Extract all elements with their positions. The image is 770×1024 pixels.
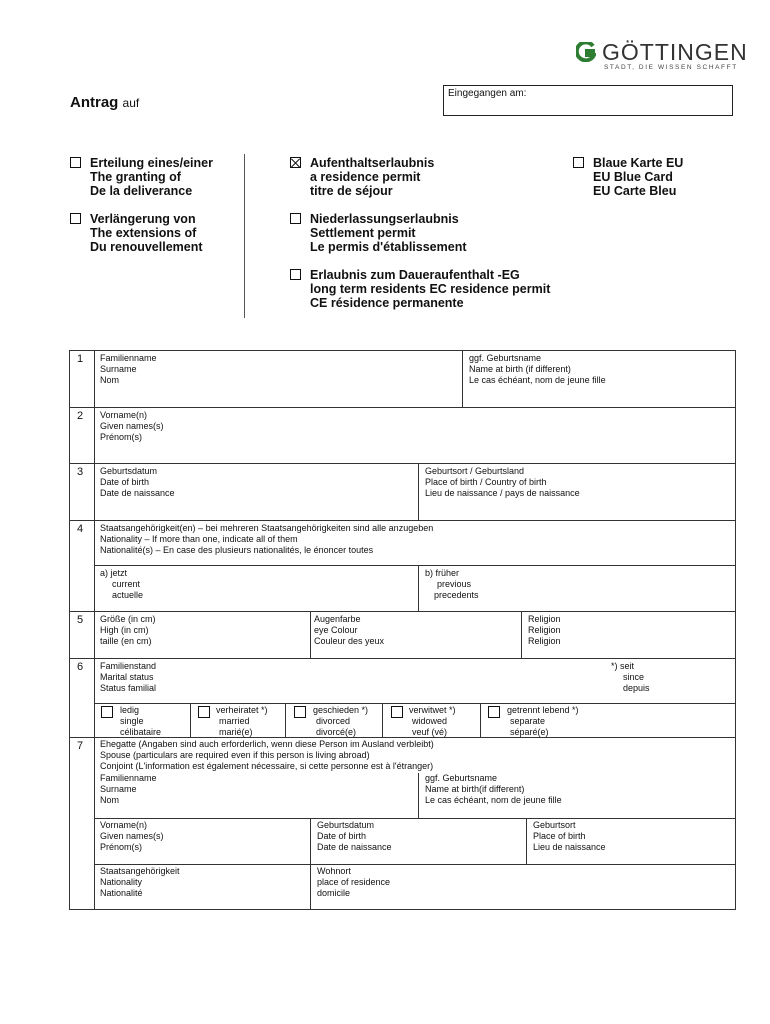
field-label: Religion — [528, 636, 561, 646]
field-label: previous — [437, 579, 472, 589]
marital-status-heading — [100, 661, 156, 694]
single-checkbox[interactable] — [101, 706, 113, 718]
field-label: Vorname(n) — [100, 820, 148, 830]
widowed-option — [409, 705, 456, 738]
field-label: Given names(s) — [100, 831, 164, 841]
field-label: Prénom(s) — [100, 842, 143, 852]
page-title — [70, 94, 139, 111]
field-label: séparé(e) — [510, 727, 549, 737]
option-line: Verlängerung von — [90, 212, 196, 226]
field-label: Nom — [100, 795, 120, 805]
option-line: Settlement permit — [310, 226, 416, 240]
field-label: divorced — [316, 716, 351, 726]
field-label: Nationality – If more than one, indicate all of them — [100, 534, 298, 544]
number-column-line — [94, 350, 95, 909]
field-label: ledig — [120, 705, 140, 715]
option-line: EU Carte Bleu — [593, 184, 677, 198]
field-label: Date de naissance — [100, 488, 175, 498]
field-label: Name at birth (if different) — [469, 364, 571, 374]
received-label: Eingegangen am: — [448, 88, 527, 99]
field-label: Couleur des yeux — [314, 636, 385, 646]
col-line — [418, 565, 419, 611]
option-residence-permit[interactable] — [290, 156, 490, 200]
place-of-birth-field[interactable] — [425, 466, 580, 499]
field-label: Marital status — [100, 672, 154, 682]
field-label: place of residence — [317, 877, 391, 887]
row-line — [70, 407, 735, 408]
row-line — [70, 463, 735, 464]
option-line: a residence permit — [310, 170, 421, 184]
spouse-residence-field[interactable] — [317, 866, 390, 899]
field-label: b) früher — [425, 568, 460, 578]
field-label: Prénom(s) — [100, 432, 143, 442]
granting-checkbox[interactable] — [70, 157, 81, 168]
option-line: Niederlassungserlaubnis — [310, 212, 459, 226]
field-label: taille (en cm) — [100, 636, 152, 646]
field-label: divorcé(e) — [316, 727, 357, 737]
spouse-dob-field[interactable] — [317, 820, 392, 853]
field-label: Größe (in cm) — [100, 614, 156, 624]
option-divider — [244, 154, 245, 318]
option-line: long term residents EC residence permit — [310, 282, 551, 296]
field-label: célibataire — [120, 727, 162, 737]
option-granting[interactable] — [70, 156, 240, 200]
field-label: Geburtsdatum — [100, 466, 158, 476]
field-label: Familienname — [100, 353, 157, 363]
option-line: titre de séjour — [310, 184, 393, 198]
col-line — [190, 703, 191, 737]
previous-nationality-field[interactable] — [425, 568, 479, 601]
row-line — [70, 611, 735, 612]
field-label: Augenfarbe — [314, 614, 361, 624]
col-line — [418, 463, 419, 520]
row-line — [70, 520, 735, 521]
col-line — [521, 611, 522, 658]
field-label: geschieden *) — [313, 705, 369, 715]
field-label: marié(e) — [219, 727, 253, 737]
field-label: Le cas échéant, nom de jeune fille — [425, 795, 562, 805]
col-line — [418, 773, 419, 818]
field-label: depuis — [623, 683, 650, 693]
field-label: Status familial — [100, 683, 157, 693]
option-line: Du renouvellement — [90, 240, 203, 254]
field-label: Geburtsort — [533, 820, 576, 830]
row-number: 4 — [77, 523, 84, 535]
nationality-heading — [100, 523, 433, 556]
field-label: Religion — [528, 614, 561, 624]
option-line: Blaue Karte EU — [593, 156, 684, 170]
row-line — [70, 658, 735, 659]
field-label: Date of birth — [317, 831, 367, 841]
field-label: *) seit — [611, 661, 635, 671]
given-names-field[interactable] — [100, 410, 164, 443]
row-number: 2 — [77, 410, 84, 422]
field-label: Familienstand — [100, 661, 157, 671]
field-label: Name at birth(if different) — [425, 784, 525, 794]
field-label: Le cas échéant, nom de jeune fille — [469, 375, 606, 385]
row-number: 6 — [77, 661, 84, 673]
col-line — [382, 703, 383, 737]
divorced-option — [313, 705, 368, 738]
col-line — [310, 818, 311, 909]
option-line: Erlaubnis zum Daueraufenthalt -EG — [310, 268, 520, 282]
field-label: Wohnort — [317, 866, 351, 876]
option-blue-card[interactable] — [573, 156, 703, 200]
field-label: since — [623, 672, 645, 682]
row-line — [94, 864, 735, 865]
col-line — [285, 703, 286, 737]
field-label: precedents — [434, 590, 479, 600]
field-label: domicile — [317, 888, 351, 898]
field-label: single — [120, 716, 144, 726]
height-field[interactable] — [100, 614, 156, 647]
spouse-given-names-field[interactable] — [100, 820, 164, 853]
row-line — [70, 737, 735, 738]
separated-checkbox[interactable] — [488, 706, 500, 718]
field-label: Nationalité(s) – En case des plusieurs nationalités, le énoncer toutes — [100, 545, 374, 555]
option-line: Erteilung eines/einer — [90, 156, 213, 170]
option-line: De la deliverance — [90, 184, 193, 198]
logo-tagline: STADT, DIE WISSEN SCHAFFT — [604, 64, 738, 71]
field-label: Ehegatte (Angaben sind auch erforderlich, wenn diese Person im Ausland verbleibt) — [100, 739, 434, 749]
option-line: Aufenthaltserlaubnis — [310, 156, 435, 170]
field-label: Nom — [100, 375, 120, 385]
field-label: Date de naissance — [317, 842, 392, 852]
field-label: a) jetzt — [100, 568, 128, 578]
option-line: EU Blue Card — [593, 170, 673, 184]
field-label: Surname — [100, 364, 137, 374]
divorced-checkbox[interactable] — [294, 706, 306, 718]
row-line — [94, 818, 735, 819]
field-label: current — [112, 579, 141, 589]
field-label: actuelle — [112, 590, 144, 600]
row-number: 3 — [77, 466, 84, 478]
field-label: separate — [510, 716, 546, 726]
col-line — [462, 350, 463, 407]
settlement-permit-checkbox[interactable] — [290, 213, 301, 224]
field-label: Geburtsort / Geburtsland — [425, 466, 525, 476]
personal-data-form — [69, 350, 736, 910]
field-label: Nationality — [100, 877, 143, 887]
single-option — [120, 705, 161, 738]
field-label: Conjoint (L'information est également nécessaire, si cette personne est à l'étranger) — [100, 761, 434, 771]
field-label: Staatsangehörigkeit — [100, 866, 180, 876]
field-label: verheiratet *) — [216, 705, 268, 715]
option-extension[interactable] — [70, 212, 240, 256]
field-label: verwitwet *) — [409, 705, 456, 715]
field-label: eye Colour — [314, 625, 358, 635]
spouse-pob-field[interactable] — [533, 820, 606, 853]
birth-name-field[interactable] — [469, 353, 606, 386]
spouse-surname-field[interactable] — [100, 773, 157, 806]
field-label: Familienname — [100, 773, 157, 783]
field-label: ggf. Geburtsname — [469, 353, 542, 363]
row-line — [94, 565, 735, 566]
row-line — [70, 350, 735, 351]
long-term-checkbox[interactable] — [290, 269, 301, 280]
field-label: Given names(s) — [100, 421, 164, 431]
surname-field[interactable] — [100, 353, 157, 386]
field-label: Place of birth — [533, 831, 586, 841]
field-label: Surname — [100, 784, 137, 794]
field-label: Geburtsdatum — [317, 820, 375, 830]
col-line — [310, 611, 311, 658]
row-number: 5 — [77, 614, 84, 626]
option-line: The extensions of — [90, 226, 197, 240]
option-long-term[interactable] — [290, 268, 570, 312]
eye-colour-field[interactable] — [314, 614, 384, 647]
title-rest: auf — [122, 96, 140, 110]
field-label: ggf. Geburtsname — [425, 773, 498, 783]
field-label: widowed — [412, 716, 448, 726]
married-checkbox[interactable] — [198, 706, 210, 718]
current-nationality-field[interactable] — [100, 568, 143, 601]
religion-field[interactable] — [528, 614, 561, 647]
married-option — [216, 705, 268, 738]
field-label: Vorname(n) — [100, 410, 148, 420]
field-label: High (in cm) — [100, 625, 149, 635]
date-of-birth-field[interactable] — [100, 466, 175, 499]
widowed-checkbox[interactable] — [391, 706, 403, 718]
goettingen-g-icon — [576, 42, 596, 62]
spouse-birth-name-field[interactable] — [425, 773, 562, 806]
field-label: Spouse (particulars are required even if this person is living abroad) — [100, 750, 370, 760]
field-label: Date of birth — [100, 477, 150, 487]
col-line — [480, 703, 481, 737]
blue-card-checkbox[interactable] — [573, 157, 584, 168]
field-label: Staatsangehörigkeit(en) – bei mehreren Staatsangehörigkeiten sind alle anzugeben — [100, 523, 434, 533]
option-line: CE résidence permanente — [310, 296, 464, 310]
option-settlement-permit[interactable] — [290, 212, 490, 256]
option-line: Le permis d'établissement — [310, 240, 467, 254]
field-label: getrennt lebend *) — [507, 705, 579, 715]
spouse-heading — [100, 739, 434, 772]
option-line: The granting of — [90, 170, 181, 184]
since-field[interactable] — [611, 661, 650, 694]
field-label: Nationalité — [100, 888, 143, 898]
extension-checkbox[interactable] — [70, 213, 81, 224]
field-label: Place of birth / Country of birth — [425, 477, 547, 487]
col-line — [526, 818, 527, 864]
title-bold: Antrag — [70, 94, 119, 111]
field-label: Lieu de naissance / pays de naissance — [425, 488, 580, 498]
row-line — [70, 909, 735, 910]
logo-name: GÖTTINGEN — [602, 39, 748, 65]
row-number: 1 — [77, 353, 84, 365]
field-label: Religion — [528, 625, 561, 635]
field-label: veuf (vé) — [412, 727, 448, 737]
received-date-field[interactable] — [443, 85, 733, 116]
spouse-nationality-field[interactable] — [100, 866, 180, 899]
field-label: married — [219, 716, 250, 726]
separated-option — [507, 705, 579, 738]
field-label: Lieu de naissance — [533, 842, 606, 852]
residence-permit-checkbox[interactable] — [290, 157, 301, 168]
row-number: 7 — [77, 740, 84, 752]
